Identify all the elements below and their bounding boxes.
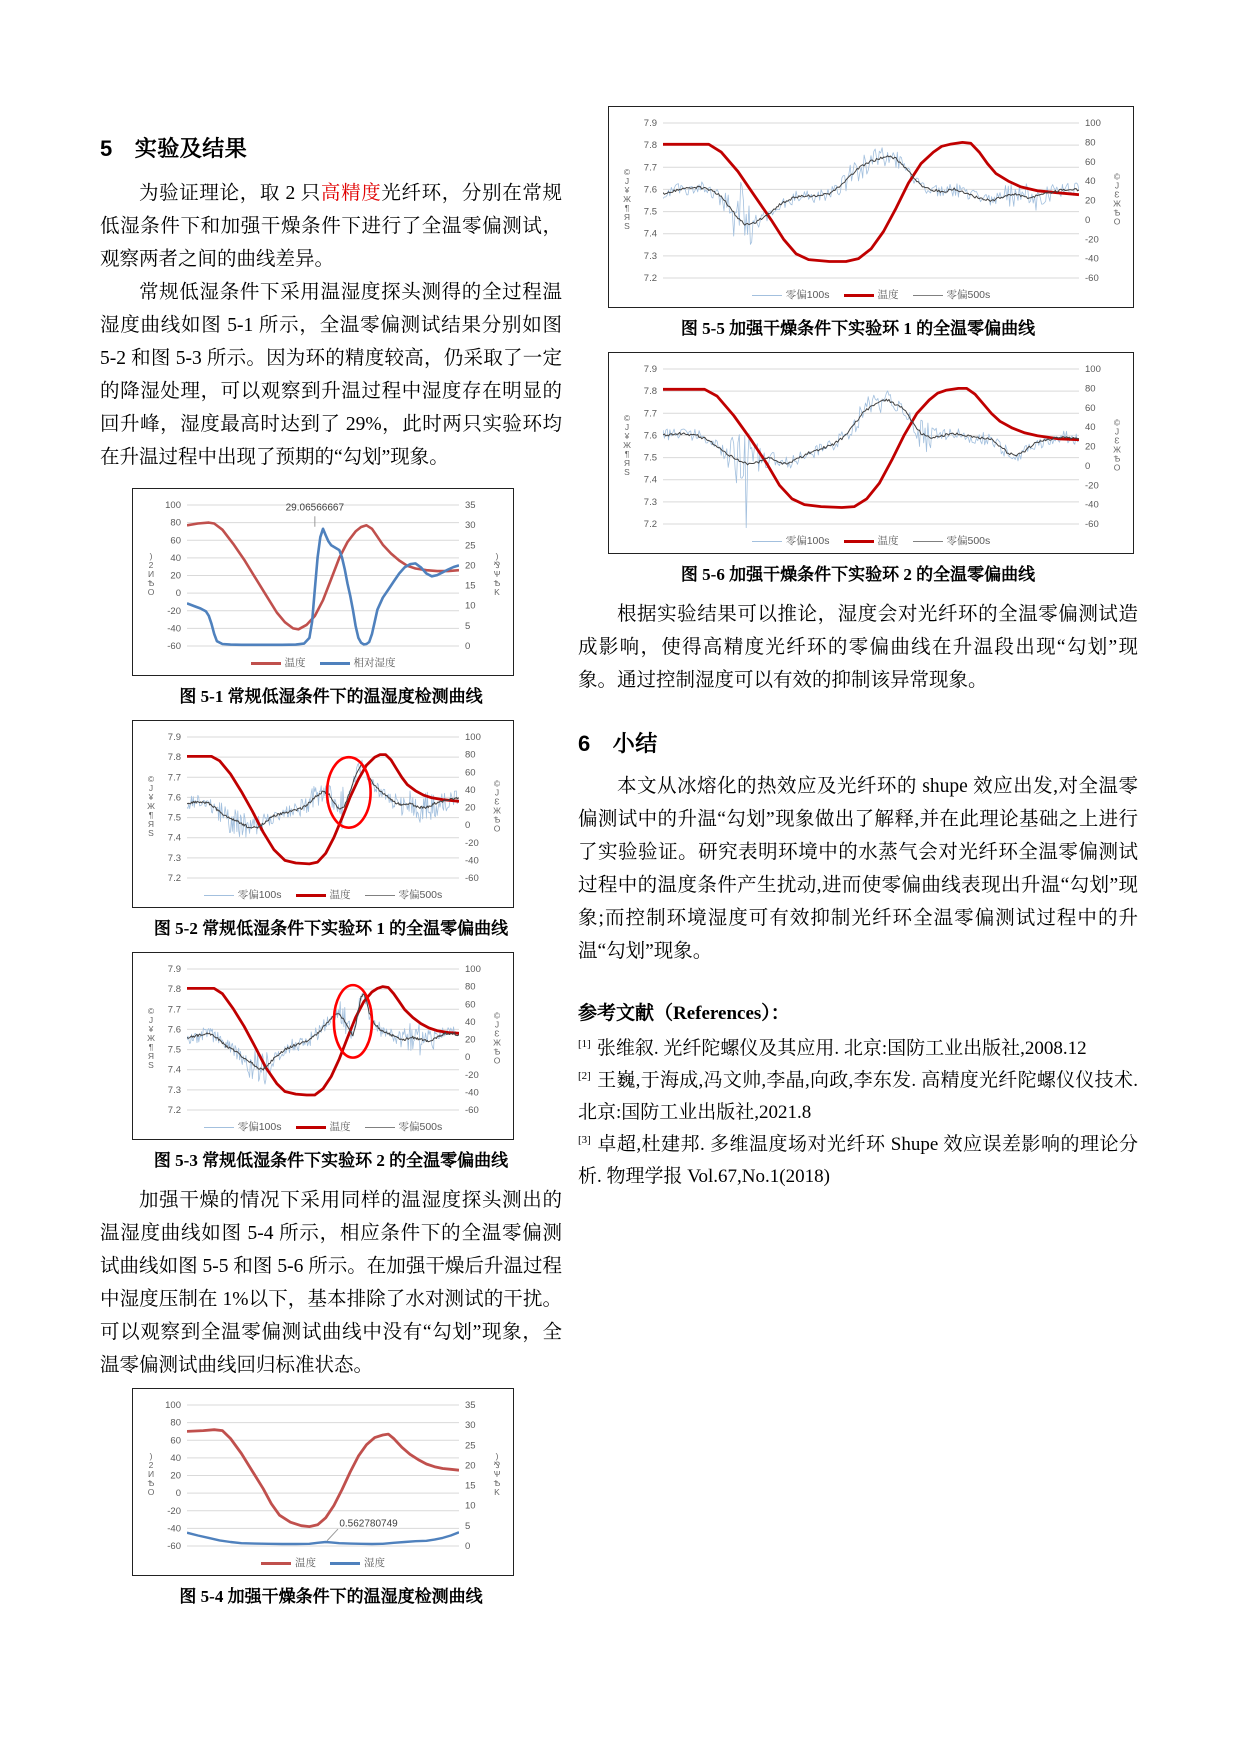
paragraph-low-humidity: 常规低湿条件下采用温湿度探头测得的全过程温湿度曲线如图 5-1 所示，全温零偏测试结果分别如图 5-2 和图 5-3 所示。因为环的精度较高，仍采取了一定的降湿处理，可以观察到升温过程中湿度存在明显的回升峰，湿度最高时达到了 29%，此时两只实验环均在升温过程中出现了预期的“勾划”现象。 <box>100 282 562 468</box>
legend-line-swatch <box>251 662 281 665</box>
right-axis-label: Ɛ <box>1114 435 1120 446</box>
legend-label: 湿度 <box>364 1557 385 1569</box>
figure-5-2-legend <box>135 883 511 906</box>
left-axis-tick: 7.6 <box>167 792 181 804</box>
right-axis-label: ⅋ <box>493 560 501 570</box>
left-axis-label: J <box>148 783 154 793</box>
right-axis-tick: -40 <box>1085 499 1099 511</box>
left-axis-tick: 7.6 <box>643 430 657 442</box>
right-axis-tick: 5 <box>465 1520 471 1532</box>
references-heading: 参考文献（References）： <box>578 1003 790 1024</box>
right-axis-tick: 100 <box>1085 364 1101 375</box>
left-axis-tick: 7.9 <box>167 964 181 975</box>
left-axis-label: ¥ <box>624 185 630 195</box>
left-axis-tick: 7.8 <box>167 752 181 764</box>
legend-item <box>204 1119 282 1134</box>
right-axis-label: ) <box>495 551 499 561</box>
right-axis-label: Ж <box>1113 444 1121 455</box>
figure-5-5-caption: 图 5-5 加强干燥条件下实验环 1 的全温零偏曲线 <box>680 319 1036 338</box>
series-相对湿度 <box>187 529 459 645</box>
series-零偏100s <box>663 391 1079 528</box>
legend-line-swatch <box>844 294 874 297</box>
right-axis-tick: 80 <box>465 981 476 993</box>
legend-line-swatch <box>844 540 874 543</box>
right-axis-label: Ѣ <box>493 1046 501 1057</box>
left-axis-tick: 7.9 <box>167 732 181 743</box>
left-axis-label: Я <box>623 212 631 222</box>
left-axis-tick: 7.8 <box>643 140 657 152</box>
right-axis-tick: 40 <box>465 784 476 796</box>
right-axis-label: J <box>1114 180 1120 191</box>
right-axis-label: O <box>493 1055 501 1066</box>
figure-5-5-chart-canvas <box>611 111 1131 283</box>
right-axis-label: Ж <box>493 805 501 816</box>
figure-5-2 <box>100 720 562 942</box>
figure-5-4 <box>100 1388 562 1610</box>
legend-item <box>913 533 991 548</box>
left-axis-tick: 20 <box>170 570 181 582</box>
left-axis-tick: -20 <box>167 605 181 617</box>
right-axis-label: © <box>1113 417 1121 428</box>
left-axis-label: S <box>624 467 630 477</box>
paragraph-experiment-intro <box>100 177 562 276</box>
right-axis-tick: 35 <box>465 500 476 511</box>
legend-item <box>844 287 899 302</box>
left-axis-tick: 0 <box>175 1488 181 1500</box>
legend-line-swatch <box>296 894 326 897</box>
right-axis-label: © <box>493 778 501 789</box>
left-axis-tick: 7.6 <box>643 184 657 196</box>
left-axis-tick: 7.4 <box>167 832 181 844</box>
left-axis-tick: 7.5 <box>167 812 181 824</box>
left-axis-tick: 7.7 <box>643 408 657 420</box>
legend-line-swatch <box>365 895 395 896</box>
reference-marker: [3] <box>578 1133 591 1146</box>
right-axis-label: K <box>494 1487 500 1497</box>
figure-5-1-chart-canvas <box>135 493 511 651</box>
figure-5-6-chart-canvas <box>611 357 1131 529</box>
figure-5-1 <box>100 488 562 710</box>
right-axis-tick: 100 <box>465 964 481 975</box>
reference-marker: [1] <box>578 1037 591 1050</box>
legend-item <box>261 1555 316 1570</box>
data-label: 0.562780749 <box>339 1518 398 1530</box>
right-axis-tick: -60 <box>1085 519 1099 529</box>
right-axis-label: O <box>1113 216 1121 227</box>
left-axis-tick: 60 <box>170 1435 181 1447</box>
legend-label: 零偏100s <box>785 289 830 301</box>
right-axis-tick: 0 <box>1085 460 1091 472</box>
legend-item <box>365 887 443 902</box>
left-axis-label: S <box>148 828 154 838</box>
left-axis-label: Ж <box>147 1033 155 1043</box>
left-axis-label: ¥ <box>624 431 630 441</box>
series-温度 <box>187 755 459 864</box>
right-axis-tick: 60 <box>1085 402 1096 414</box>
right-axis-tick: 100 <box>465 732 481 743</box>
left-axis-tick: 80 <box>170 1417 181 1429</box>
paragraph-text: 为验证理论，取 2 只 <box>139 183 321 204</box>
reference-marker: [2] <box>578 1069 591 1082</box>
right-axis-label: O <box>1113 462 1121 473</box>
legend-line-swatch <box>330 1562 360 1565</box>
left-axis-label: S <box>624 221 630 231</box>
right-axis-label: K <box>494 587 500 597</box>
figure-5-6-caption: 图 5-6 加强干燥条件下实验环 2 的全温零偏曲线 <box>680 565 1036 584</box>
legend-label: 零偏100s <box>237 889 282 901</box>
right-axis-tick: -40 <box>465 1087 479 1099</box>
left-axis-tick: 7.7 <box>167 1004 181 1016</box>
legend-line-swatch <box>913 541 943 542</box>
left-axis-label: J <box>624 176 630 186</box>
right-axis-tick: -60 <box>1085 273 1099 283</box>
right-axis-tick: 25 <box>465 1440 476 1452</box>
figure-5-5 <box>578 106 1138 342</box>
legend-line-swatch <box>296 1126 326 1129</box>
right-axis-tick: 15 <box>465 1480 476 1492</box>
left-axis-label: ¶ <box>148 810 154 820</box>
right-axis-tick: -40 <box>465 855 479 867</box>
legend-label: 零偏100s <box>237 1121 282 1133</box>
right-axis-tick: -20 <box>1085 480 1099 492</box>
right-axis-tick: 60 <box>465 999 476 1011</box>
right-axis-tick: -60 <box>465 1105 479 1115</box>
section-5-number: 5 <box>100 136 113 161</box>
legend-label: 温度 <box>329 1121 351 1133</box>
left-axis-label: ) <box>149 551 153 561</box>
right-axis-label: Ɛ <box>1114 189 1120 200</box>
right-axis-tick: 0 <box>465 641 471 651</box>
left-axis-tick: 0 <box>175 588 181 600</box>
left-axis-label: © <box>623 167 631 177</box>
right-axis-label: Ѱ <box>493 569 501 579</box>
figure-5-3-caption: 图 5-3 常规低湿条件下实验环 2 的全温零偏曲线 <box>153 1151 509 1170</box>
right-axis-tick: 25 <box>465 540 476 552</box>
right-axis-label: O <box>493 823 501 834</box>
legend-item <box>296 1119 351 1134</box>
right-axis-label: Ɛ <box>494 796 500 807</box>
right-column <box>578 0 1138 1193</box>
right-axis-tick: -20 <box>1085 234 1099 246</box>
legend-line-swatch <box>752 295 782 296</box>
right-axis-tick: 80 <box>1085 137 1096 149</box>
figure-5-6-legend <box>611 529 1131 552</box>
left-axis-tick: 7.8 <box>643 386 657 398</box>
figure-5-6-frame <box>608 352 1134 554</box>
left-axis-tick: -20 <box>167 1505 181 1517</box>
right-axis-tick: 30 <box>465 520 476 532</box>
reference-text: 卓超,杜建邦. 多维温度场对光纤环 Shupe 效应误差影响的理论分析. 物理学报 Vol.67,No.1(2018) <box>578 1134 1138 1187</box>
right-axis-tick: -40 <box>1085 253 1099 265</box>
legend-label: 零偏500s <box>398 889 443 901</box>
left-axis-label: Я <box>147 1051 155 1061</box>
right-axis-tick: -20 <box>465 1069 479 1081</box>
left-axis-label: ) <box>149 1451 153 1461</box>
left-axis-label: © <box>623 413 631 423</box>
figure-5-4-chart-canvas <box>135 1393 511 1551</box>
figure-5-3-legend <box>135 1115 511 1138</box>
left-axis-tick: 7.6 <box>167 1024 181 1036</box>
reference-item-3 <box>578 1129 1138 1193</box>
legend-line-swatch <box>204 895 234 896</box>
left-axis-label: Ѣ <box>147 1478 155 1488</box>
figure-5-1-legend <box>135 651 511 674</box>
figure-5-2-chart-canvas <box>135 725 511 883</box>
legend-item <box>320 655 396 670</box>
right-axis-tick: 30 <box>465 1420 476 1432</box>
legend-label: 温度 <box>877 535 899 547</box>
left-axis-label: Ѣ <box>147 578 155 588</box>
right-axis-label: Ж <box>493 1037 501 1048</box>
left-axis-label: Ж <box>623 440 631 450</box>
legend-line-swatch <box>261 1562 291 1565</box>
left-axis-tick: 7.2 <box>643 273 657 283</box>
legend-item <box>844 533 899 548</box>
reference-item-2 <box>578 1065 1138 1129</box>
left-axis-label: J <box>148 1015 154 1025</box>
left-axis-label: ¶ <box>624 449 630 459</box>
right-axis-tick: 40 <box>1085 176 1096 188</box>
right-axis-tick: 20 <box>1085 441 1096 453</box>
series-零偏100s <box>663 148 1079 245</box>
legend-label: 零偏100s <box>785 535 830 547</box>
left-axis-tick: 7.9 <box>643 364 657 375</box>
right-axis-label: Ѣ <box>493 578 501 588</box>
legend-label: 温度 <box>295 1557 316 1569</box>
figure-5-3-frame <box>132 952 514 1140</box>
legend-line-swatch <box>913 295 943 296</box>
right-axis-tick: 100 <box>1085 118 1101 129</box>
paragraph-enhanced-drying: 加强干燥的情况下采用同样的温湿度探头测出的温湿度曲线如图 5-4 所示，相应条件下的全温零偏测试曲线如图 5-5 和图 5-6 所示。在加强干燥后升温过程中湿度压制在 1%以下，基本排除了水对测试的干扰。可以观察到全温零偏测试曲线中没有“勾划”现象，全温零偏测试曲线回归标准状态。 <box>100 1190 562 1376</box>
left-axis-tick: 7.2 <box>643 519 657 529</box>
left-axis-tick: 7.7 <box>167 772 181 784</box>
section-6-heading <box>578 727 1138 758</box>
right-axis-tick: 20 <box>465 802 476 814</box>
left-axis-tick: -60 <box>167 641 181 651</box>
paragraph-text: 光纤环，分别在常规低湿条件下和加强干燥条件下进行了全温零偏测试，观察两者之间的曲线差异。 <box>100 183 562 270</box>
legend-item <box>913 287 991 302</box>
figure-5-1-caption: 图 5-1 常规低湿条件下的温湿度检测曲线 <box>179 687 483 706</box>
right-axis-tick: 20 <box>465 560 476 572</box>
right-axis-tick: 80 <box>465 749 476 761</box>
left-axis-tick: -60 <box>167 1541 181 1551</box>
figure-5-6 <box>578 352 1138 588</box>
right-axis-label: Ɛ <box>494 1028 500 1039</box>
left-axis-label: © <box>147 1006 155 1016</box>
right-axis-tick: 15 <box>465 580 476 592</box>
left-axis-tick: 7.8 <box>167 984 181 996</box>
left-axis-tick: 7.5 <box>167 1044 181 1056</box>
left-axis-label: 2 <box>148 560 154 570</box>
left-axis-label: ¶ <box>624 203 630 213</box>
left-axis-label: Ж <box>147 801 155 811</box>
legend-item <box>752 287 830 302</box>
section-5-title: 实验及结果 <box>134 136 248 161</box>
figure-5-4-caption: 图 5-4 加强干燥条件下的温湿度检测曲线 <box>179 1587 483 1606</box>
paragraph-conclusion-results: 根据实验结果可以推论，湿度会对光纤环的全温零偏测试造成影响，使得高精度光纤环的零偏曲线在升温段出现“勾划”现象。通过控制湿度可以有效的抑制该异常现象。 <box>578 604 1138 691</box>
left-axis-label: 2 <box>148 1460 154 1470</box>
left-axis-tick: 7.3 <box>643 496 657 508</box>
legend-item <box>330 1555 385 1570</box>
series-零偏500s <box>663 156 1079 225</box>
left-axis-tick: 7.7 <box>643 162 657 174</box>
left-axis-tick: 100 <box>165 1400 181 1411</box>
right-axis-tick: 0 <box>465 1052 471 1064</box>
right-axis-tick: 60 <box>465 767 476 779</box>
highlighted-text: 高精度 <box>320 183 382 204</box>
left-axis-label: © <box>147 774 155 784</box>
left-axis-label: ¶ <box>148 1042 154 1052</box>
section-5-heading <box>100 132 562 163</box>
left-axis-tick: 7.5 <box>643 452 657 464</box>
right-axis-label: J <box>494 1019 500 1030</box>
legend-label: 温度 <box>329 889 351 901</box>
right-axis-tick: 10 <box>465 1500 476 1512</box>
left-axis-tick: 7.3 <box>643 250 657 262</box>
legend-item <box>365 1119 443 1134</box>
right-axis-label: Ѣ <box>493 1478 501 1488</box>
series-湿度 <box>187 1532 459 1544</box>
legend-label: 零偏500s <box>398 1121 443 1133</box>
legend-label: 温度 <box>877 289 899 301</box>
section-6-number: 6 <box>578 731 591 756</box>
section-6-title: 小结 <box>612 731 658 756</box>
right-axis-tick: -20 <box>465 837 479 849</box>
right-axis-tick: 35 <box>465 1400 476 1411</box>
figure-5-5-frame <box>608 106 1134 308</box>
right-axis-label: © <box>493 1010 501 1021</box>
legend-label: 零偏500s <box>946 535 991 547</box>
left-column <box>100 0 562 1620</box>
left-axis-label: ¥ <box>148 1024 154 1034</box>
left-axis-label: И <box>147 1469 155 1479</box>
right-axis-label: J <box>1114 426 1120 437</box>
right-axis-label: ) <box>495 1451 499 1461</box>
left-axis-label: И <box>147 569 155 579</box>
right-axis-tick: 10 <box>465 600 476 612</box>
right-axis-tick: 5 <box>465 620 471 632</box>
left-axis-tick: 7.3 <box>167 1084 181 1096</box>
reference-text: 王巍,于海成,冯文帅,李晶,向政,李东发. 高精度光纤陀螺仪仪技术. 北京:国防工业出版社,2021.8 <box>578 1070 1138 1123</box>
right-axis-label: Ѣ <box>1113 453 1121 464</box>
figure-5-5-legend <box>611 283 1131 306</box>
right-axis-tick: 40 <box>1085 422 1096 434</box>
left-axis-tick: 40 <box>170 1452 181 1464</box>
right-axis-tick: 20 <box>1085 195 1096 207</box>
legend-label: 温度 <box>284 657 306 669</box>
legend-label: 零偏500s <box>946 289 991 301</box>
left-axis-label: ¥ <box>148 792 154 802</box>
paragraph-summary: 本文从冰熔化的热效应及光纤环的 shupe 效应出发,对全温零偏测试中的升温“勾划”现象做出了解释,并在此理论基础之上进行了实验验证。研究表明环境中的水蒸气会对光纤环全温零偏测试过程中的温度条件产生扰动,进而使零偏曲线表现出升温“勾划”现象;而控制环境湿度可有效抑制光纤环全温零偏测试过程中的升温“勾划”现象。 <box>578 776 1138 962</box>
left-axis-tick: -40 <box>167 1523 181 1535</box>
left-axis-tick: -40 <box>167 623 181 635</box>
figure-5-3 <box>100 952 562 1174</box>
right-axis-tick: 20 <box>465 1034 476 1046</box>
legend-item <box>752 533 830 548</box>
left-axis-tick: 7.4 <box>643 228 657 240</box>
left-axis-tick: 7.9 <box>643 118 657 129</box>
reference-text: 张维叙. 光纤陀螺仪及其应用. 北京:国防工业出版社,2008.12 <box>596 1038 1087 1059</box>
reference-item-1 <box>578 1033 1138 1065</box>
legend-item <box>251 655 306 670</box>
legend-label: 相对湿度 <box>353 657 396 669</box>
right-axis-label: © <box>1113 171 1121 182</box>
right-axis-tick: 0 <box>465 1541 471 1551</box>
left-axis-tick: 40 <box>170 552 181 564</box>
legend-line-swatch <box>365 1127 395 1128</box>
figure-5-2-caption: 图 5-2 常规低湿条件下实验环 1 的全温零偏曲线 <box>153 919 509 938</box>
left-axis-label: O <box>147 1487 155 1497</box>
data-label-leader <box>327 1529 338 1541</box>
right-axis-label: Ѣ <box>493 814 501 825</box>
right-axis-label: J <box>494 787 500 798</box>
left-axis-tick: 60 <box>170 535 181 547</box>
legend-item <box>204 887 282 902</box>
legend-line-swatch <box>204 1127 234 1128</box>
left-axis-label: S <box>148 1060 154 1070</box>
legend-line-swatch <box>752 541 782 542</box>
figure-5-3-chart-canvas <box>135 957 511 1115</box>
right-axis-label: Ж <box>1113 198 1121 209</box>
right-axis-label: Ѱ <box>493 1469 501 1479</box>
left-axis-tick: 7.4 <box>643 474 657 486</box>
left-axis-label: O <box>147 587 155 597</box>
legend-item <box>296 887 351 902</box>
figure-5-2-frame <box>132 720 514 908</box>
figure-5-4-legend <box>135 1551 511 1574</box>
right-axis-label: ⅋ <box>493 1460 501 1470</box>
figure-5-4-frame <box>132 1388 514 1576</box>
figure-5-1-frame <box>132 488 514 676</box>
right-axis-tick: 80 <box>1085 383 1096 395</box>
left-axis-label: J <box>624 422 630 432</box>
left-axis-tick: 80 <box>170 517 181 529</box>
legend-line-swatch <box>320 662 350 665</box>
left-axis-tick: 7.3 <box>167 852 181 864</box>
left-axis-tick: 7.2 <box>167 1105 181 1115</box>
series-温度 <box>187 1430 459 1527</box>
left-axis-tick: 7.4 <box>167 1064 181 1076</box>
right-axis-tick: 60 <box>1085 156 1096 168</box>
right-axis-label: Ѣ <box>1113 207 1121 218</box>
right-axis-tick: 20 <box>465 1460 476 1472</box>
left-axis-tick: 20 <box>170 1470 181 1482</box>
right-axis-tick: 40 <box>465 1016 476 1028</box>
left-axis-label: Я <box>147 819 155 829</box>
left-axis-tick: 7.5 <box>643 206 657 218</box>
left-axis-tick: 7.2 <box>167 873 181 883</box>
left-axis-label: Ж <box>623 194 631 204</box>
right-axis-tick: 0 <box>1085 214 1091 226</box>
data-label: 29.06566667 <box>285 502 345 514</box>
right-axis-tick: -60 <box>465 873 479 883</box>
left-axis-tick: 100 <box>165 500 181 511</box>
left-axis-label: Я <box>623 458 631 468</box>
right-axis-tick: 0 <box>465 820 471 832</box>
